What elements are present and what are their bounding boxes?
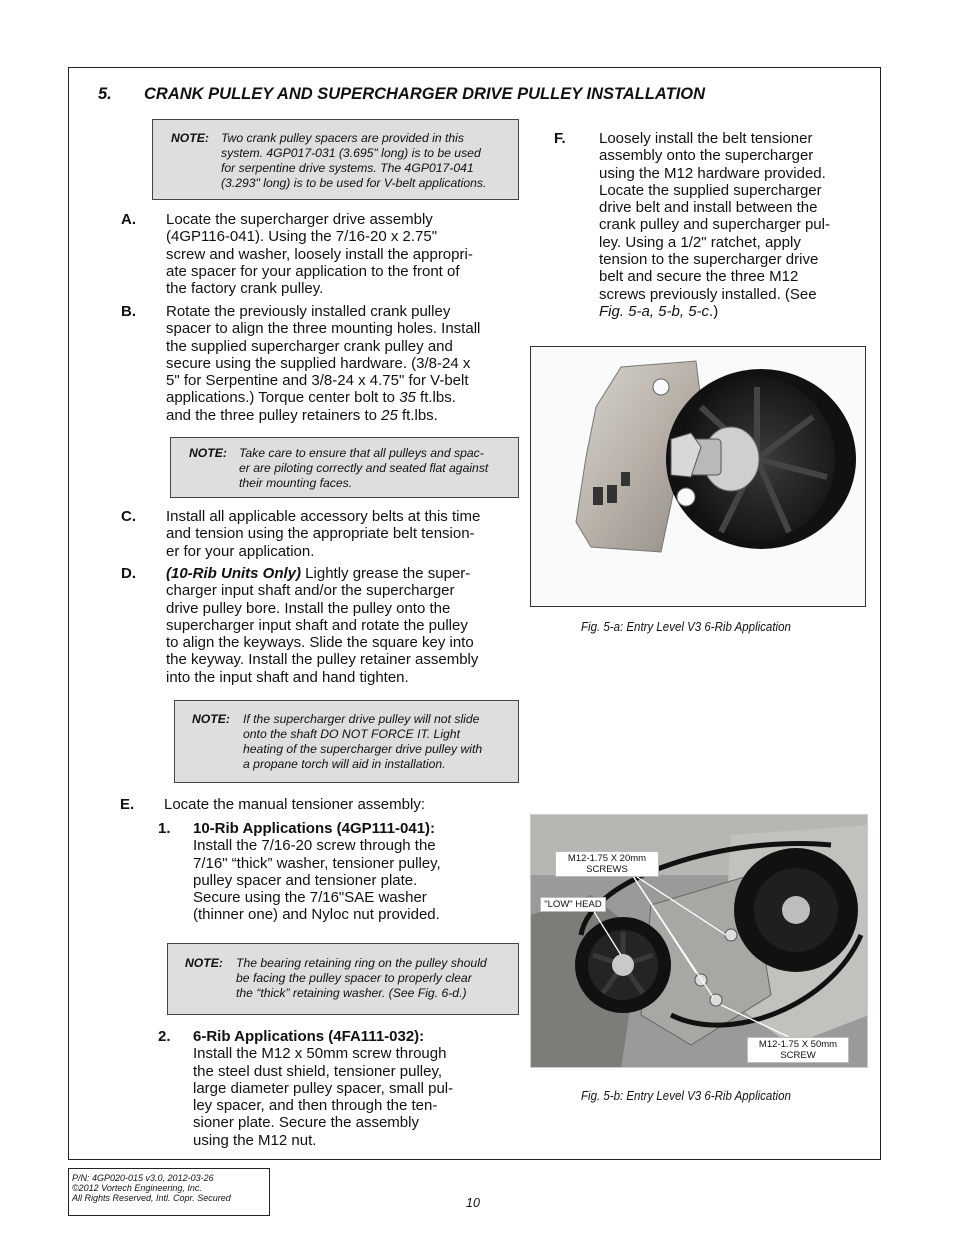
note-line: onto the shaft DO NOT FORCE IT. Light <box>243 727 460 741</box>
substep-line: Secure using the 7/16"SAE washer <box>193 889 427 907</box>
step-line <box>166 389 521 406</box>
step-letter: A. <box>121 211 136 228</box>
step-line: into the input shaft and hand tighten. <box>166 668 409 686</box>
step-line: Loosely install the belt tensioner <box>599 130 813 147</box>
note-line: be facing the pulley spacer to properly clear <box>236 971 472 985</box>
page-number: 10 <box>466 1196 480 1210</box>
substep-number: 2. <box>158 1028 171 1045</box>
step-letter: E. <box>120 796 135 813</box>
step-letter: D. <box>121 565 136 582</box>
callout-line: SCREW <box>780 1050 816 1061</box>
note-box <box>152 119 519 200</box>
substep-1 <box>158 820 513 924</box>
note-box <box>174 700 519 783</box>
step-line: the keyway. Install the pulley retainer assembly <box>166 651 479 669</box>
note-text <box>239 446 488 491</box>
step-f <box>554 130 874 320</box>
step-a <box>121 211 521 298</box>
step-line: Rotate the previously installed crank pulley <box>166 303 451 320</box>
step-line: er for your application. <box>166 542 315 560</box>
step-b <box>121 303 521 424</box>
substep-line: (thinner one) and Nyloc nut provided. <box>193 906 440 924</box>
note-label: NOTE: <box>171 131 209 145</box>
note-label: NOTE: <box>185 956 223 970</box>
substep-2 <box>158 1028 513 1149</box>
step-line: ate spacer for your application to the front of <box>166 262 460 280</box>
substep-line: 7/16" “thick” washer, tensioner pulley, <box>193 854 441 872</box>
note-text <box>236 956 487 1001</box>
step-emphasis: (10-Rib Units Only) <box>166 565 302 582</box>
note-line: a propane torch will aid in installation. <box>243 757 446 771</box>
step-line <box>166 565 526 582</box>
callout-low-head <box>540 897 606 912</box>
substep-title: 10-Rib Applications (4GP111-041): <box>193 820 436 837</box>
note-line: (3.293" long) is to be used for V-belt applications. <box>221 176 487 190</box>
note-text <box>243 712 482 772</box>
note-line: Take care to ensure that all pulleys and spac- <box>239 446 484 460</box>
note-line: system. 4GP017-031 (3.695" long) is to be used <box>221 146 481 160</box>
step-line: screws previously installed. (See <box>599 285 817 303</box>
step-letter: C. <box>121 508 136 525</box>
step-e <box>120 796 524 813</box>
substep-line: Install the M12 x 50mm screw through <box>193 1045 447 1063</box>
torque-value: 25 <box>381 406 398 424</box>
substep-line: sioner plate. Secure the assembly <box>193 1114 419 1132</box>
figure-5a-caption: Fig. 5-a: Entry Level V3 6-Rib Application <box>581 620 791 634</box>
step-c <box>121 508 526 560</box>
step-line: Locate the supercharger drive assembly <box>166 211 433 228</box>
note-line: their mounting faces. <box>239 476 353 490</box>
step-line: spacer to align the three mounting holes. Install <box>166 320 481 338</box>
callout-50mm-screw <box>747 1037 849 1063</box>
substep-line: using the M12 nut. <box>193 1131 317 1149</box>
step-text: ft.lbs. <box>397 406 438 424</box>
step-line: assembly onto the supercharger <box>599 147 814 165</box>
step-line: using the M12 hardware provided. <box>599 164 826 182</box>
step-letter: B. <box>121 303 136 320</box>
callout-line: M12-1.75 X 20mm <box>567 853 647 864</box>
step-line: 5" for Serpentine and 3/8-24 x 4.75" for V-belt <box>166 372 469 390</box>
step-line: Locate the supplied supercharger <box>599 181 822 199</box>
step-line <box>599 303 874 320</box>
step-line: to align the keyways. Slide the square key into <box>166 634 474 652</box>
note-line: er are piloting correctly and seated flat against <box>239 461 489 475</box>
figure-reference: Fig. 5-a, 5-b, 5-c <box>599 302 710 320</box>
step-text: ft.lbs. <box>415 389 456 407</box>
step-text: .) <box>709 302 719 320</box>
step-line: tension to the supercharger drive <box>599 251 819 269</box>
step-line: (4GP116-041). Using the 7/16-20 x 2.75" <box>166 228 438 246</box>
footer-rights: All Rights Reserved, Intl. Copr. Secured <box>72 1193 231 1203</box>
note-box <box>170 437 519 498</box>
note-line: The bearing retaining ring on the pulley should <box>236 956 487 970</box>
note-label: NOTE: <box>189 446 227 460</box>
torque-value: 35 <box>399 389 416 407</box>
tensioner-pulley-illustration <box>531 347 866 607</box>
note-line: Two crank pulley spacers are provided in this <box>221 131 464 145</box>
substep-line: the steel dust shield, tensioner pulley, <box>193 1062 443 1080</box>
section-title: CRANK PULLEY AND SUPERCHARGER DRIVE PULLEY INSTALLATION <box>144 85 706 103</box>
note-line: heating of the supercharger drive pulley with <box>243 742 483 756</box>
note-line: If the supercharger drive pulley will not slide <box>243 712 480 726</box>
step-line: charger input shaft and/or the supercharger <box>166 582 455 600</box>
step-line: belt and secure the three M12 <box>599 268 799 286</box>
footer-copyright: ©2012 Vortech Engineering, Inc. <box>72 1183 202 1193</box>
step-text: Lightly grease the super- <box>301 565 471 582</box>
step-line: drive belt and install between the <box>599 199 818 217</box>
step-line: crank pulley and supercharger pul- <box>599 216 830 234</box>
callout-line: SCREWS <box>586 864 628 875</box>
step-line: screw and washer, loosely install the appropri- <box>166 245 473 263</box>
callout-line: "LOW" HEAD <box>544 899 602 910</box>
section-heading <box>98 85 705 104</box>
footer-part-number: P/N: 4GP020-015 v3.0, 2012-03-26 <box>72 1173 214 1183</box>
substep-line: ley spacer, and then through the ten- <box>193 1097 438 1115</box>
footer-box <box>68 1168 270 1216</box>
substep-number: 1. <box>158 820 171 837</box>
step-line: the factory crank pulley. <box>166 280 324 298</box>
note-line: the “thick” retaining washer. (See Fig. 6-d.) <box>236 986 467 1000</box>
callout-20mm-screws <box>555 851 659 877</box>
note-line: for serpentine drive systems. The 4GP017-041 <box>221 161 474 175</box>
note-label: NOTE: <box>192 712 230 726</box>
step-text: applications.) Torque center bolt to <box>166 389 400 407</box>
substep-line: large diameter pulley spacer, small pul- <box>193 1079 454 1097</box>
note-box <box>167 943 519 1015</box>
substep-line: Install the 7/16-20 screw through the <box>193 837 436 855</box>
note-text <box>221 131 486 191</box>
substep-line: pulley spacer and tensioner plate. <box>193 871 418 889</box>
step-line: Install all applicable accessory belts at this time <box>166 508 481 525</box>
figure-5b-photo <box>530 814 868 1068</box>
step-line: Locate the manual tensioner assembly: <box>164 796 425 813</box>
callout-line: M12-1.75 X 50mm <box>758 1039 838 1050</box>
figure-5a-photo <box>530 346 866 607</box>
step-letter: F. <box>554 130 566 147</box>
step-text: and the three pulley retainers to <box>166 406 382 424</box>
step-line <box>166 407 521 424</box>
figure-5b-caption: Fig. 5-b: Entry Level V3 6-Rib Application <box>581 1089 791 1103</box>
step-line: the supplied supercharger crank pulley and <box>166 337 453 355</box>
step-line: drive pulley bore. Install the pulley onto the <box>166 599 451 617</box>
section-number: 5. <box>98 85 112 103</box>
step-line: secure using the supplied hardware. (3/8-24 x <box>166 354 471 372</box>
step-line: and tension using the appropriate belt tension- <box>166 525 475 543</box>
step-line: supercharger input shaft and rotate the pulley <box>166 616 468 634</box>
step-d <box>121 565 526 686</box>
substep-title: 6-Rib Applications (4FA111-032): <box>193 1028 425 1045</box>
step-line: ley. Using a 1/2" ratchet, apply <box>599 233 801 251</box>
